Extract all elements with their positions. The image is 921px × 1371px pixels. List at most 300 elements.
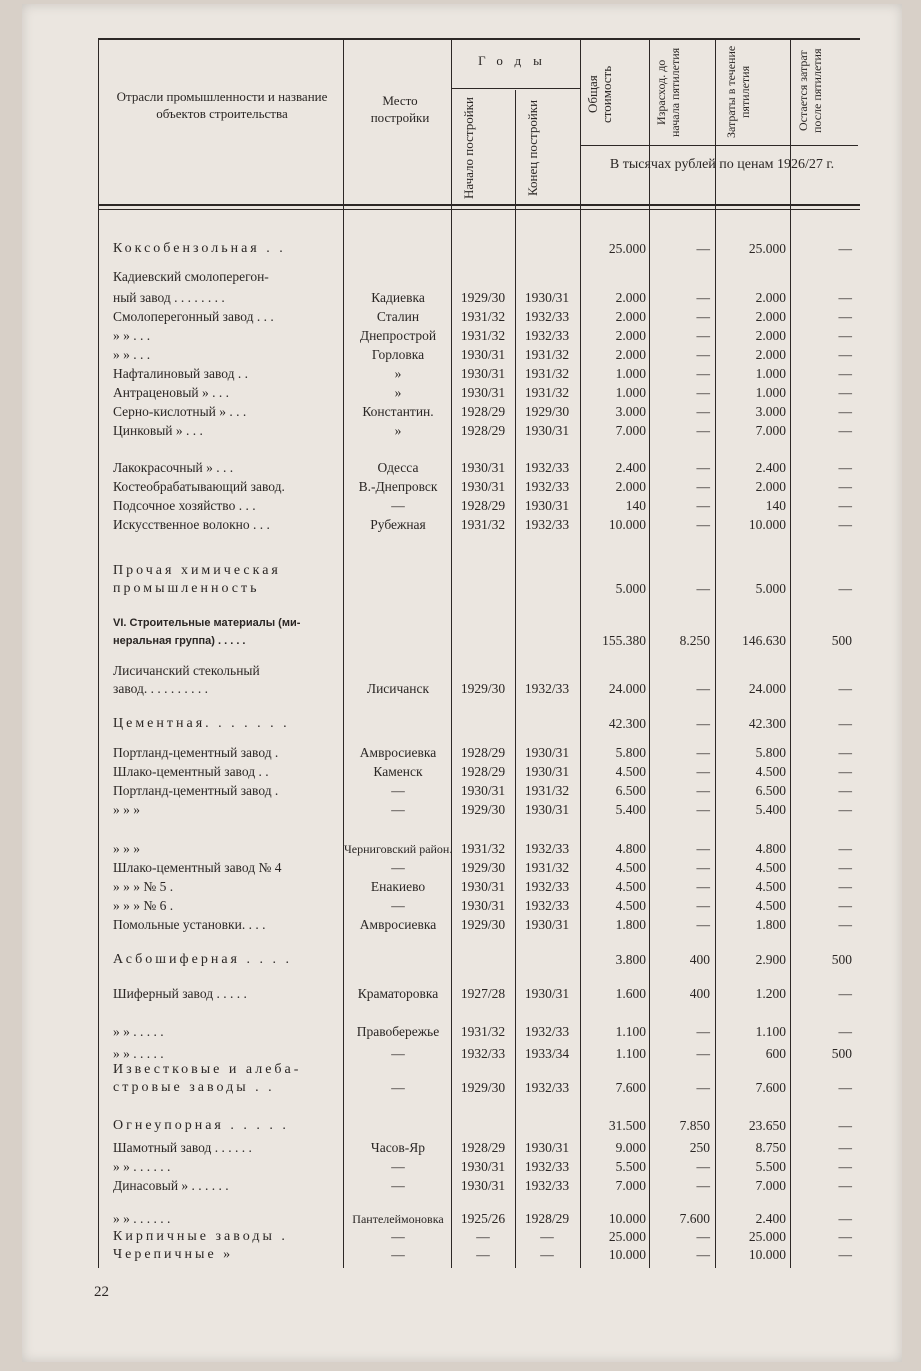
cell-inc: — xyxy=(696,347,710,362)
cell-inc: — xyxy=(696,783,710,798)
cell-start: 1931/32 xyxy=(460,1024,506,1039)
cell-rem: — xyxy=(838,1247,852,1262)
cell-end: 1932/33 xyxy=(524,681,570,696)
cell-name: Помольные установки. . . . xyxy=(113,917,266,932)
table-row xyxy=(0,801,921,819)
cell-name: Черепичные » xyxy=(113,1247,234,1262)
cell-rem: — xyxy=(838,498,852,513)
cell-cur: 4.800 xyxy=(755,841,786,856)
cell-inc: 400 xyxy=(689,952,710,967)
cell-end: 1929/30 xyxy=(524,404,570,419)
cell-inc: 8.250 xyxy=(679,633,710,648)
cell-start: 1930/31 xyxy=(460,1159,506,1174)
cell-place: Сталин xyxy=(376,309,420,324)
cell-cur: 146.630 xyxy=(742,633,786,648)
cell-name: Лисичанский стекольный xyxy=(113,663,260,678)
table-row xyxy=(0,268,921,286)
cell-inc: — xyxy=(696,802,710,817)
table-row xyxy=(0,562,921,580)
table-row xyxy=(0,878,921,896)
cell-name: Цинковый » . . . xyxy=(113,423,203,438)
cell-rem: — xyxy=(838,479,852,494)
cell-place: — xyxy=(391,860,405,875)
cell-place: — xyxy=(391,1080,405,1095)
cell-inc: — xyxy=(696,879,710,894)
cell-start: 1929/30 xyxy=(460,802,506,817)
cell-rem: — xyxy=(838,1178,852,1193)
cell-name: Смолоперегонный завод . . . xyxy=(113,309,274,324)
table-row xyxy=(0,1117,921,1135)
cell-name: Шлако-цементный завод № 4 xyxy=(113,860,282,875)
cell-name: Лакокрасочный » . . . xyxy=(113,460,234,475)
cell-cur: 1.000 xyxy=(755,385,786,400)
cell-name: Асбошиферная . . . . xyxy=(113,952,292,967)
cell-inc: — xyxy=(696,898,710,913)
cell-total: 4.500 xyxy=(615,860,646,875)
cell-place: — xyxy=(391,1178,405,1193)
cell-name: неральная группа) . . . . . xyxy=(113,635,246,647)
cell-place: Часов-Яр xyxy=(370,1140,426,1155)
cell-rem: — xyxy=(838,745,852,760)
cell-start: 1930/31 xyxy=(460,1178,506,1193)
cell-end: 1932/33 xyxy=(524,479,570,494)
cell-start: 1931/32 xyxy=(460,309,506,324)
cell-cur: 3.000 xyxy=(755,404,786,419)
cell-end: — xyxy=(540,1229,554,1244)
table-row xyxy=(0,1158,921,1176)
cell-name: » » » xyxy=(113,841,140,856)
cell-name: » » » xyxy=(113,802,140,817)
cell-place: » xyxy=(394,423,402,438)
header-during: Затраты в течение пятилетия xyxy=(724,45,752,139)
cell-inc: — xyxy=(696,241,710,256)
cell-total: 4.500 xyxy=(615,879,646,894)
cell-total: 10.000 xyxy=(608,1211,646,1226)
cell-cur: 140 xyxy=(765,498,786,513)
cell-name: Серно-кислотный » . . . xyxy=(113,404,247,419)
cell-cur: 1.100 xyxy=(755,1024,786,1039)
table-row xyxy=(0,840,921,858)
cell-start: 1929/30 xyxy=(460,917,506,932)
cell-start: 1929/30 xyxy=(460,290,506,305)
cell-rem: — xyxy=(838,898,852,913)
cell-place: » xyxy=(394,385,402,400)
cell-name: Цементная. . . . . . . xyxy=(113,716,290,731)
cell-total: 1.800 xyxy=(615,917,646,932)
header-remaining: Остается затрат после пятилетия xyxy=(796,48,824,134)
cell-rem: — xyxy=(838,290,852,305)
cell-total: 2.000 xyxy=(615,328,646,343)
cell-rem: — xyxy=(838,309,852,324)
cell-inc: — xyxy=(696,764,710,779)
cell-rem: — xyxy=(838,366,852,381)
cell-end: 1932/33 xyxy=(524,1024,570,1039)
cell-end: 1932/33 xyxy=(524,328,570,343)
cell-cur: 23.650 xyxy=(748,1118,786,1133)
cell-place: Днепрострой xyxy=(359,328,437,343)
cell-cur: 25.000 xyxy=(748,241,786,256)
cell-name: Нафталиновый завод . . xyxy=(113,366,248,381)
header-years: Годы xyxy=(478,53,554,68)
cell-end: 1931/32 xyxy=(524,860,570,875)
cell-start: 1928/29 xyxy=(460,498,506,513)
cell-end: 1932/33 xyxy=(524,841,570,856)
cell-end: 1931/32 xyxy=(524,385,570,400)
cell-cur: 2.000 xyxy=(755,309,786,324)
table-row xyxy=(0,763,921,781)
cell-name: Огнеупорная . . . . . xyxy=(113,1118,289,1133)
cell-start: 1930/31 xyxy=(460,460,506,475)
cell-inc: — xyxy=(696,1024,710,1039)
table-row xyxy=(0,1023,921,1041)
cell-place: В.-Днепровск xyxy=(358,479,438,494)
cell-start: — xyxy=(476,1229,490,1244)
cell-total: 5.000 xyxy=(615,581,646,596)
cell-start: 1928/29 xyxy=(460,1140,506,1155)
cell-start: 1930/31 xyxy=(460,366,506,381)
cell-total: 24.000 xyxy=(608,681,646,696)
cell-cur: 8.750 xyxy=(755,1140,786,1155)
cell-name: Кирпичные заводы . xyxy=(113,1229,288,1244)
cell-start: 1927/28 xyxy=(460,986,506,1001)
cell-cur: 7.600 xyxy=(755,1080,786,1095)
cell-place: » xyxy=(394,366,402,381)
table-row xyxy=(0,327,921,345)
cell-total: 2.000 xyxy=(615,309,646,324)
cell-name: Кадиевский смолоперегон- xyxy=(113,269,269,284)
cell-inc: 7.850 xyxy=(679,1118,710,1133)
cell-name: Подсочное хозяйство . . . xyxy=(113,498,256,513)
cell-rem: — xyxy=(838,1229,852,1244)
cell-start: 1928/29 xyxy=(460,745,506,760)
header-place: Место постройки xyxy=(370,93,430,125)
table-row xyxy=(0,1079,921,1097)
cell-inc: — xyxy=(696,745,710,760)
cell-total: 1.100 xyxy=(615,1046,646,1061)
cell-rem: — xyxy=(838,917,852,932)
cell-cur: 24.000 xyxy=(748,681,786,696)
cell-name: Прочая химическая xyxy=(113,563,281,578)
cell-place: Каменск xyxy=(373,764,423,779)
cell-place: Правобережье xyxy=(356,1024,440,1039)
cell-rem: 500 xyxy=(831,633,852,648)
cell-inc: — xyxy=(696,860,710,875)
cell-rem: — xyxy=(838,783,852,798)
cell-total: 5.500 xyxy=(615,1159,646,1174)
cell-rem: — xyxy=(838,460,852,475)
rule-units xyxy=(580,145,858,146)
cell-start: 1931/32 xyxy=(460,328,506,343)
cell-total: 2.400 xyxy=(615,460,646,475)
cell-name: » » » № 6 . xyxy=(113,898,174,913)
cell-inc: — xyxy=(696,1178,710,1193)
cell-place: — xyxy=(391,1247,405,1262)
table-row xyxy=(0,580,921,598)
table-row xyxy=(0,403,921,421)
cell-cur: 2.000 xyxy=(755,328,786,343)
cell-place: — xyxy=(391,1046,405,1061)
table-row xyxy=(0,240,921,258)
cell-start: 1928/29 xyxy=(460,404,506,419)
cell-total: 5.800 xyxy=(615,745,646,760)
cell-name: Коксобензольная . . xyxy=(113,241,286,256)
cell-total: 7.000 xyxy=(615,423,646,438)
cell-rem: — xyxy=(838,860,852,875)
cell-cur: 25.000 xyxy=(748,1229,786,1244)
cell-name: Искусственное волокно . . . xyxy=(113,517,270,532)
cell-rem: — xyxy=(838,1140,852,1155)
table-row xyxy=(0,859,921,877)
cell-name: » » . . . . . xyxy=(113,1024,164,1039)
cell-place: Пантелеймоновка xyxy=(352,1212,444,1226)
cell-name: » » » № 5 . xyxy=(113,879,174,894)
cell-start: 1929/30 xyxy=(460,1080,506,1095)
cell-place: — xyxy=(391,783,405,798)
cell-cur: 4.500 xyxy=(755,898,786,913)
cell-end: 1930/31 xyxy=(524,1140,570,1155)
cell-inc: — xyxy=(696,404,710,419)
table-row xyxy=(0,516,921,534)
cell-rem: — xyxy=(838,385,852,400)
cell-inc: — xyxy=(696,366,710,381)
cell-end: 1931/32 xyxy=(524,783,570,798)
cell-end: 1930/31 xyxy=(524,498,570,513)
cell-total: 1.000 xyxy=(615,385,646,400)
table-row xyxy=(0,1061,921,1079)
cell-inc: — xyxy=(696,479,710,494)
cell-rem: — xyxy=(838,764,852,779)
cell-total: 7.000 xyxy=(615,1178,646,1193)
cell-cur: 4.500 xyxy=(755,879,786,894)
cell-inc: — xyxy=(696,1080,710,1095)
cell-end: 1932/33 xyxy=(524,517,570,532)
cell-name: Шлако-цементный завод . . xyxy=(113,764,269,779)
cell-cur: 10.000 xyxy=(748,1247,786,1262)
cell-total: 4.500 xyxy=(615,898,646,913)
cell-inc: — xyxy=(696,716,710,731)
cell-start: 1930/31 xyxy=(460,479,506,494)
cell-start: 1929/30 xyxy=(460,681,506,696)
cell-end: 1931/32 xyxy=(524,347,570,362)
cell-rem: — xyxy=(838,1080,852,1095)
table-row xyxy=(0,384,921,402)
header-incurred: Израсход. до начала пятилетия xyxy=(654,47,682,137)
cell-rem: — xyxy=(838,347,852,362)
table-row xyxy=(0,744,921,762)
cell-total: 3.800 xyxy=(615,952,646,967)
cell-rem: — xyxy=(838,328,852,343)
cell-end: 1932/33 xyxy=(524,309,570,324)
cell-inc: — xyxy=(696,581,710,596)
cell-name: промышленность xyxy=(113,581,260,596)
cell-rem: — xyxy=(838,1024,852,1039)
cell-total: 2.000 xyxy=(615,479,646,494)
cell-total: 25.000 xyxy=(608,1229,646,1244)
cell-inc: — xyxy=(696,290,710,305)
cell-name: Антраценовый » . . . xyxy=(113,385,230,400)
cell-place: Амвросиевка xyxy=(359,917,437,932)
page-number: 22 xyxy=(94,1284,109,1300)
cell-inc: — xyxy=(696,1159,710,1174)
header-branch: Отрасли промышленности и название объектов строительства xyxy=(116,89,328,121)
cell-start: 1931/32 xyxy=(460,517,506,532)
header-start: Начало постройки xyxy=(461,97,476,199)
cell-place: Кадиевка xyxy=(371,290,425,305)
cell-inc: — xyxy=(696,517,710,532)
cell-inc: — xyxy=(696,917,710,932)
cell-end: 1930/31 xyxy=(524,986,570,1001)
cell-cur: 2.900 xyxy=(755,952,786,967)
cell-place: — xyxy=(391,1229,405,1244)
cell-total: 10.000 xyxy=(608,1247,646,1262)
cell-name: » » . . . . . . xyxy=(113,1211,171,1226)
cell-cur: 10.000 xyxy=(748,517,786,532)
cell-name: Динасовый » . . . . . . xyxy=(113,1178,229,1193)
table-row xyxy=(0,1228,921,1246)
cell-inc: — xyxy=(696,385,710,400)
table-row xyxy=(0,1210,921,1228)
cell-cur: 2.400 xyxy=(755,1211,786,1226)
cell-inc: — xyxy=(696,498,710,513)
cell-cur: 600 xyxy=(765,1046,786,1061)
cell-total: 140 xyxy=(625,498,646,513)
cell-rem: — xyxy=(838,802,852,817)
cell-place: — xyxy=(391,802,405,817)
cell-end: 1932/33 xyxy=(524,460,570,475)
table-row xyxy=(0,1246,921,1264)
cell-cur: 2.000 xyxy=(755,347,786,362)
table-row xyxy=(0,632,921,650)
cell-name: Шамотный завод . . . . . . xyxy=(113,1140,252,1155)
cell-place: Одесса xyxy=(377,460,419,475)
cell-end: 1930/31 xyxy=(524,917,570,932)
cell-name: ный завод . . . . . . . . xyxy=(113,290,225,305)
cell-inc: — xyxy=(696,841,710,856)
cell-cur: 2.400 xyxy=(755,460,786,475)
table-row xyxy=(0,680,921,698)
cell-start: 1930/31 xyxy=(460,898,506,913)
table-row xyxy=(0,308,921,326)
cell-cur: 5.500 xyxy=(755,1159,786,1174)
table-row xyxy=(0,985,921,1003)
cell-rem: — xyxy=(838,517,852,532)
cell-name: VI. Строительные материалы (ми- xyxy=(113,617,301,629)
cell-rem: — xyxy=(838,404,852,419)
cell-total: 25.000 xyxy=(608,241,646,256)
cell-name: стровые заводы . . xyxy=(113,1080,275,1095)
cell-end: 1931/32 xyxy=(524,366,570,381)
cell-inc: — xyxy=(696,460,710,475)
cell-start: 1932/33 xyxy=(460,1046,506,1061)
header-units-note: В тысячах рублей по ценам 1926/27 г. xyxy=(609,157,835,172)
cell-total: 10.000 xyxy=(608,517,646,532)
cell-inc: — xyxy=(696,681,710,696)
cell-total: 6.500 xyxy=(615,783,646,798)
cell-start: 1930/31 xyxy=(460,347,506,362)
cell-name: » » . . . xyxy=(113,347,151,362)
cell-end: 1933/34 xyxy=(524,1046,570,1061)
cell-name: » » . . . xyxy=(113,328,151,343)
cell-cur: 42.300 xyxy=(748,716,786,731)
table-row xyxy=(0,1139,921,1157)
cell-rem: — xyxy=(838,581,852,596)
cell-inc: 7.600 xyxy=(679,1211,710,1226)
cell-total: 31.500 xyxy=(608,1118,646,1133)
cell-place: Краматоровка xyxy=(357,986,439,1001)
cell-cur: 2.000 xyxy=(755,479,786,494)
cell-inc: — xyxy=(696,1046,710,1061)
cell-end: 1932/33 xyxy=(524,1080,570,1095)
cell-name: Известковые и алеба- xyxy=(113,1062,302,1077)
cell-rem: — xyxy=(838,879,852,894)
cell-place: Рубежная xyxy=(370,517,426,532)
table-row xyxy=(0,459,921,477)
table-row xyxy=(0,422,921,440)
cell-inc: — xyxy=(696,1229,710,1244)
cell-inc: 250 xyxy=(689,1140,710,1155)
cell-name: Портланд-цементный завод . xyxy=(113,745,279,760)
cell-cur: 5.800 xyxy=(755,745,786,760)
cell-end: 1932/33 xyxy=(524,879,570,894)
cell-name: Костеобрабатывающий завод. xyxy=(113,479,285,494)
cell-place: Константин. xyxy=(362,404,434,419)
cell-total: 42.300 xyxy=(608,716,646,731)
cell-end: 1928/29 xyxy=(524,1211,570,1226)
cell-place: Енакиево xyxy=(370,879,426,894)
cell-name: » » . . . . . . xyxy=(113,1159,171,1174)
cell-end: 1930/31 xyxy=(524,423,570,438)
cell-cur: 4.500 xyxy=(755,764,786,779)
cell-name: завод. . . . . . . . . . xyxy=(113,681,208,696)
cell-end: 1930/31 xyxy=(524,745,570,760)
cell-rem: — xyxy=(838,1211,852,1226)
table-row xyxy=(0,497,921,515)
cell-total: 4.800 xyxy=(615,841,646,856)
cell-name: Портланд-цементный завод . xyxy=(113,783,279,798)
cell-total: 1.600 xyxy=(615,986,646,1001)
table-row xyxy=(0,782,921,800)
cell-start: 1928/29 xyxy=(460,423,506,438)
cell-start: 1925/26 xyxy=(460,1211,506,1226)
cell-inc: — xyxy=(696,1247,710,1262)
cell-end: 1932/33 xyxy=(524,1178,570,1193)
cell-end: 1930/31 xyxy=(524,802,570,817)
cell-end: 1932/33 xyxy=(524,898,570,913)
cell-total: 1.100 xyxy=(615,1024,646,1039)
cell-total: 2.000 xyxy=(615,290,646,305)
table-row xyxy=(0,346,921,364)
cell-start: 1931/32 xyxy=(460,841,506,856)
cell-total: 5.400 xyxy=(615,802,646,817)
cell-cur: 4.500 xyxy=(755,860,786,875)
table-row xyxy=(0,614,921,632)
cell-rem: — xyxy=(838,423,852,438)
cell-start: 1930/31 xyxy=(460,783,506,798)
cell-end: — xyxy=(540,1247,554,1262)
cell-inc: — xyxy=(696,309,710,324)
cell-rem: — xyxy=(838,986,852,1001)
cell-start: — xyxy=(476,1247,490,1262)
cell-total: 9.000 xyxy=(615,1140,646,1155)
cell-start: 1929/30 xyxy=(460,860,506,875)
cell-total: 155.380 xyxy=(602,633,646,648)
cell-rem: — xyxy=(838,841,852,856)
table-row xyxy=(0,916,921,934)
table-row xyxy=(0,365,921,383)
cell-rem: 500 xyxy=(831,952,852,967)
table-row xyxy=(0,478,921,496)
cell-total: 2.000 xyxy=(615,347,646,362)
